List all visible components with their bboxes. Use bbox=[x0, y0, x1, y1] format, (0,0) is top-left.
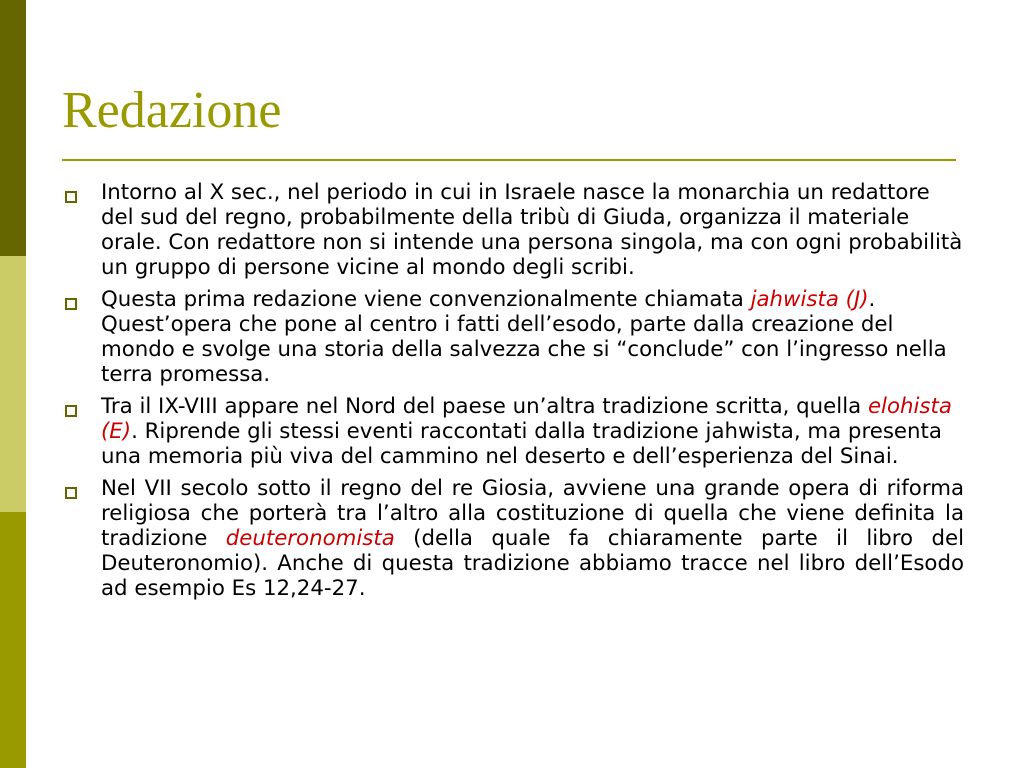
bullet-text-after: . Riprende gli stessi eventi raccontati dalla tradizione jahwista, ma presenta una memoria più viva del cammino nel deserto e dell’esperienza del Sinai. bbox=[101, 419, 942, 469]
emphasis-term: elohista bbox=[867, 394, 952, 419]
title-underline bbox=[62, 159, 956, 161]
sidebar-band-mid bbox=[0, 512, 26, 768]
bullet-item bbox=[58, 287, 964, 387]
sidebar-band-light bbox=[0, 256, 26, 512]
bullet-text-after: . Quest’opera che pone al centro i fatti dell’esodo, parte dalla creazione del mondo e svolge una storia della salvezza che si “conclude” con l’ingresso nella terra promessa. bbox=[101, 287, 947, 387]
emphasis-term: jahwista bbox=[750, 287, 839, 312]
bullet-text bbox=[101, 287, 964, 387]
bullet-text bbox=[101, 394, 964, 469]
sidebar-band-dark bbox=[0, 0, 26, 256]
square-bullet-icon bbox=[65, 298, 77, 310]
bullet-text-before: Tra il IX-VIII appare nel Nord del paese un’altra tradizione scritta, quella bbox=[101, 394, 868, 419]
emphasis-term: deuteronomista bbox=[225, 526, 395, 551]
emphasis-abbrev: (E) bbox=[101, 419, 132, 444]
bullet-text-before: Nel VII secolo sotto il regno del re Giosia, avviene una grande opera di riforma religiosa che porterà tra l’altro alla costituzione di quella che viene definita la tradizione bbox=[101, 476, 964, 551]
decorative-sidebar bbox=[0, 0, 26, 768]
bullet-text: Intorno al X sec., nel periodo in cui in Israele nasce la monarchia un redattore del sud del regno, probabilmente della tribù di Giuda, organizza il materiale orale. Con redattore non si intende una persona singola, ma con ogni probabilità un gruppo di persone vicine al mondo degli scribi. bbox=[101, 180, 963, 280]
bullet-item bbox=[58, 394, 964, 469]
bullet-item bbox=[58, 180, 964, 280]
square-bullet-icon bbox=[65, 405, 77, 417]
emphasis-abbrev: (J) bbox=[838, 287, 869, 312]
bullet-text-after: (della quale fa chiaramente parte il libro del Deuteronomio). Anche di questa tradizione abbiamo tracce nel libro dell’Esodo ad esempio Es 12,24-27. bbox=[101, 526, 964, 601]
bullet-text-before: Questa prima redazione viene convenzionalmente chiamata bbox=[101, 287, 751, 312]
square-bullet-icon bbox=[65, 487, 77, 499]
square-bullet-icon bbox=[65, 191, 77, 203]
bullet-text bbox=[101, 476, 964, 601]
slide-title: Redazione bbox=[62, 82, 282, 139]
bullet-list bbox=[58, 180, 964, 608]
bullet-item bbox=[58, 476, 964, 601]
